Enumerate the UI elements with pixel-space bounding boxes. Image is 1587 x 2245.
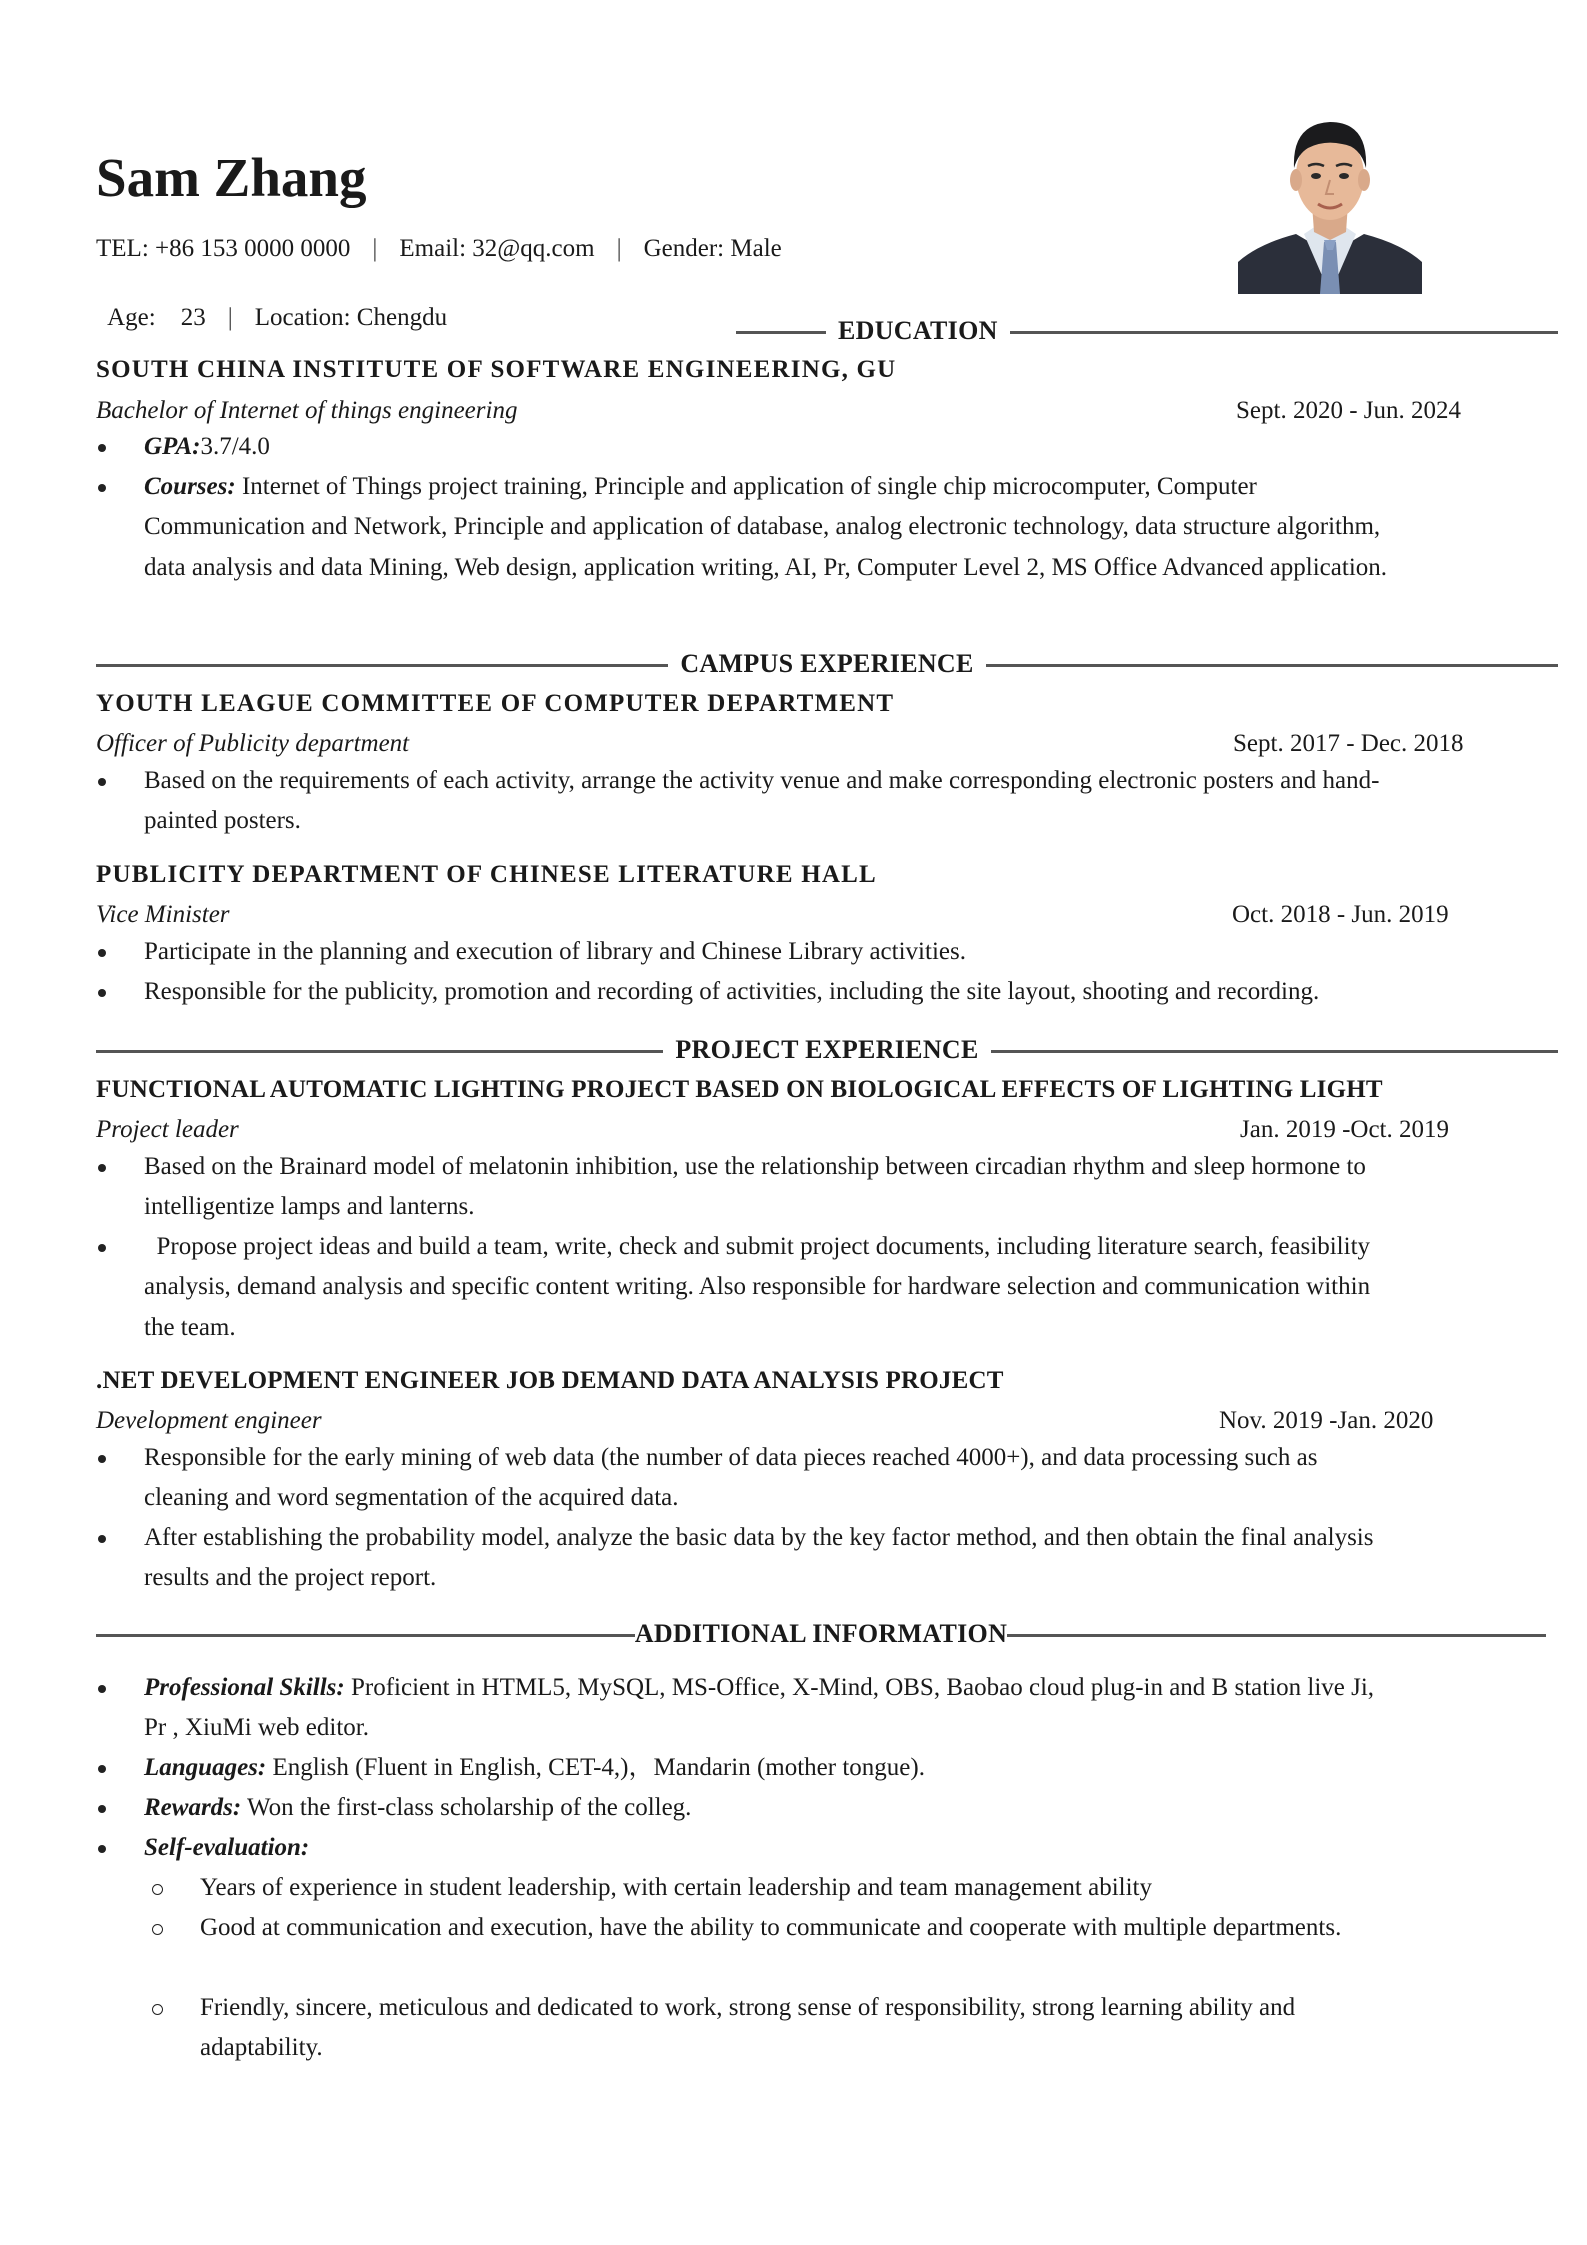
gender: Gender: Male [643,235,782,262]
circle-bullet-icon [152,1924,163,1935]
role-dates: Jan. 2019 -Oct. 2019 [1240,1116,1449,1143]
languages-label: Languages: [144,1754,267,1781]
bullet-icon [98,949,106,957]
profile-photo [1238,94,1422,294]
bullet-icon [98,1164,106,1172]
role-title: Officer of Publicity department [96,730,410,757]
email-address: Email: 32@qq.com [399,235,595,262]
bullet-text: Responsible for the early mining of web data (the number of data pieces reached 4000+), and data processing such as cleaning and word segmentation of the acquired data. [144,1444,1318,1512]
list-item [96,1227,1396,1348]
bullet-text: Based on the Brainard model of melatonin inhibition, use the relationship between circadian rhythm and sleep hormone to intelligentize lamps and lanterns. [144,1153,1366,1221]
rewards-value: Won the first-class scholarship of the colleg. [241,1794,692,1821]
bullet-text: Responsible for the publicity, promotion and recording of activities, including the site layout, shooting and recording. [144,978,1320,1005]
list-item [96,761,1396,842]
role-title: Project leader [96,1116,239,1143]
list-item [96,1147,1396,1228]
bullet-icon [98,1805,106,1813]
bullet-icon [98,1845,106,1853]
skills-value: Proficient in HTML5, MySQL, MS-Office, X-Mind, OBS, Baobao cloud plug-in and B station live Ji, Pr , XiuMi web editor. [144,1674,1375,1742]
section-header-education [96,314,1558,348]
bullet-icon [98,1244,106,1252]
separator: | [616,235,622,262]
list-item [96,1518,1396,1599]
bullet-icon [98,778,106,786]
skills-label: Professional Skills: [144,1674,345,1701]
location: Location: Chengdu [254,304,448,331]
list-item [96,1828,1396,1868]
gpa-value: 3.7/4.0 [200,433,270,460]
bullet-text: Based on the requirements of each activity, arrange the activity venue and make corresponding electronic posters and hand-painted posters. [144,767,1380,835]
languages-value: English (Fluent in English, CET-4,)，Mandarin (mother tongue). [266,1754,925,1781]
section-title: EDUCATION [826,316,1010,345]
section-title: ADDITIONAL INFORMATION [634,1619,1008,1648]
list-item [96,1438,1396,1519]
school-name: SOUTH CHINA INSTITUTE OF SOFTWARE ENGINEERING, GU [96,356,897,383]
bullet-icon [98,1535,106,1543]
role-dates: Oct. 2018 - Jun. 2019 [1232,901,1449,928]
list-item [96,1788,1396,1828]
list-item [96,1668,1396,1749]
bullet-text: Years of experience in student leadership, with certain leadership and team management ability [200,1874,1152,1901]
phone-number: TEL: +86 153 0000 0000 [96,235,351,262]
age: Age: 23 [107,304,206,331]
bullet-icon [98,1455,106,1463]
role-title: Vice Minister [96,901,230,928]
section-header-additional [96,1617,1546,1651]
self-evaluation-label: Self-evaluation: [144,1834,310,1861]
separator: | [227,304,233,331]
role-dates: Nov. 2019 -Jan. 2020 [1219,1407,1434,1434]
courses-label: Courses: [144,473,236,500]
bullet-icon [98,444,106,452]
candidate-name: Sam Zhang [96,147,367,208]
organization-name: YOUTH LEAGUE COMMITTEE OF COMPUTER DEPARTMENT [96,690,895,717]
list-item [96,467,1396,588]
education-dates: Sept. 2020 - Jun. 2024 [1236,397,1461,424]
list-item [152,1988,1392,2069]
circle-bullet-icon [152,2004,163,2015]
gpa-label: GPA: [144,433,201,460]
section-title: PROJECT EXPERIENCE [663,1035,990,1064]
role-title: Development engineer [96,1407,322,1434]
list-item [152,1908,1392,1948]
project-name: .NET DEVELOPMENT ENGINEER JOB DEMAND DATA ANALYSIS PROJECT [96,1367,1004,1394]
bullet-text: Participate in the planning and execution of library and Chinese Library activities. [144,938,966,965]
list-item [96,427,1396,467]
list-item [96,932,1396,972]
bullet-icon [98,1765,106,1773]
bullet-text: Propose project ideas and build a team, write, check and submit project documents, including literature search, feasibility analysis, demand analysis and specific content writing. Also responsible for hardware selection and communication within the team. [144,1233,1377,1341]
section-header-campus [96,647,1558,681]
courses-value: Internet of Things project training, Principle and application of single chip microcomputer, Computer Communication and Network, Principle and application of database, analog electronic technology, data structure algorithm, data analysis and data Mining, Web design, application writing, AI, Pr, Computer Level 2, MS Office Advanced application. [144,473,1388,581]
list-item [152,1868,1392,1908]
rewards-label: Rewards: [144,1794,242,1821]
bullet-text: Good at communication and execution, have the ability to communicate and cooperate with multiple departments. [200,1914,1342,1941]
organization-name: PUBLICITY DEPARTMENT OF CHINESE LITERATURE HALL [96,861,877,888]
list-item [96,1748,1396,1788]
section-header-projects [96,1033,1558,1067]
bullet-icon [98,484,106,492]
degree: Bachelor of Internet of things engineering [96,397,518,424]
contact-line-1 [96,236,782,261]
section-title: CAMPUS EXPERIENCE [668,649,985,678]
role-dates: Sept. 2017 - Dec. 2018 [1233,730,1464,757]
bullet-text: After establishing the probability model, analyze the basic data by the key factor method, and then obtain the final analysis results and the project report. [144,1524,1374,1592]
bullet-icon [98,1685,106,1693]
circle-bullet-icon [152,1884,163,1895]
separator: | [372,235,378,262]
bullet-icon [98,989,106,997]
project-name: FUNCTIONAL AUTOMATIC LIGHTING PROJECT BASED ON BIOLOGICAL EFFECTS OF LIGHTING LIGHT [96,1076,1383,1103]
bullet-text: Friendly, sincere, meticulous and dedicated to work, strong sense of responsibility, strong learning ability and adaptability. [200,1994,1296,2062]
list-item [96,972,1396,1012]
